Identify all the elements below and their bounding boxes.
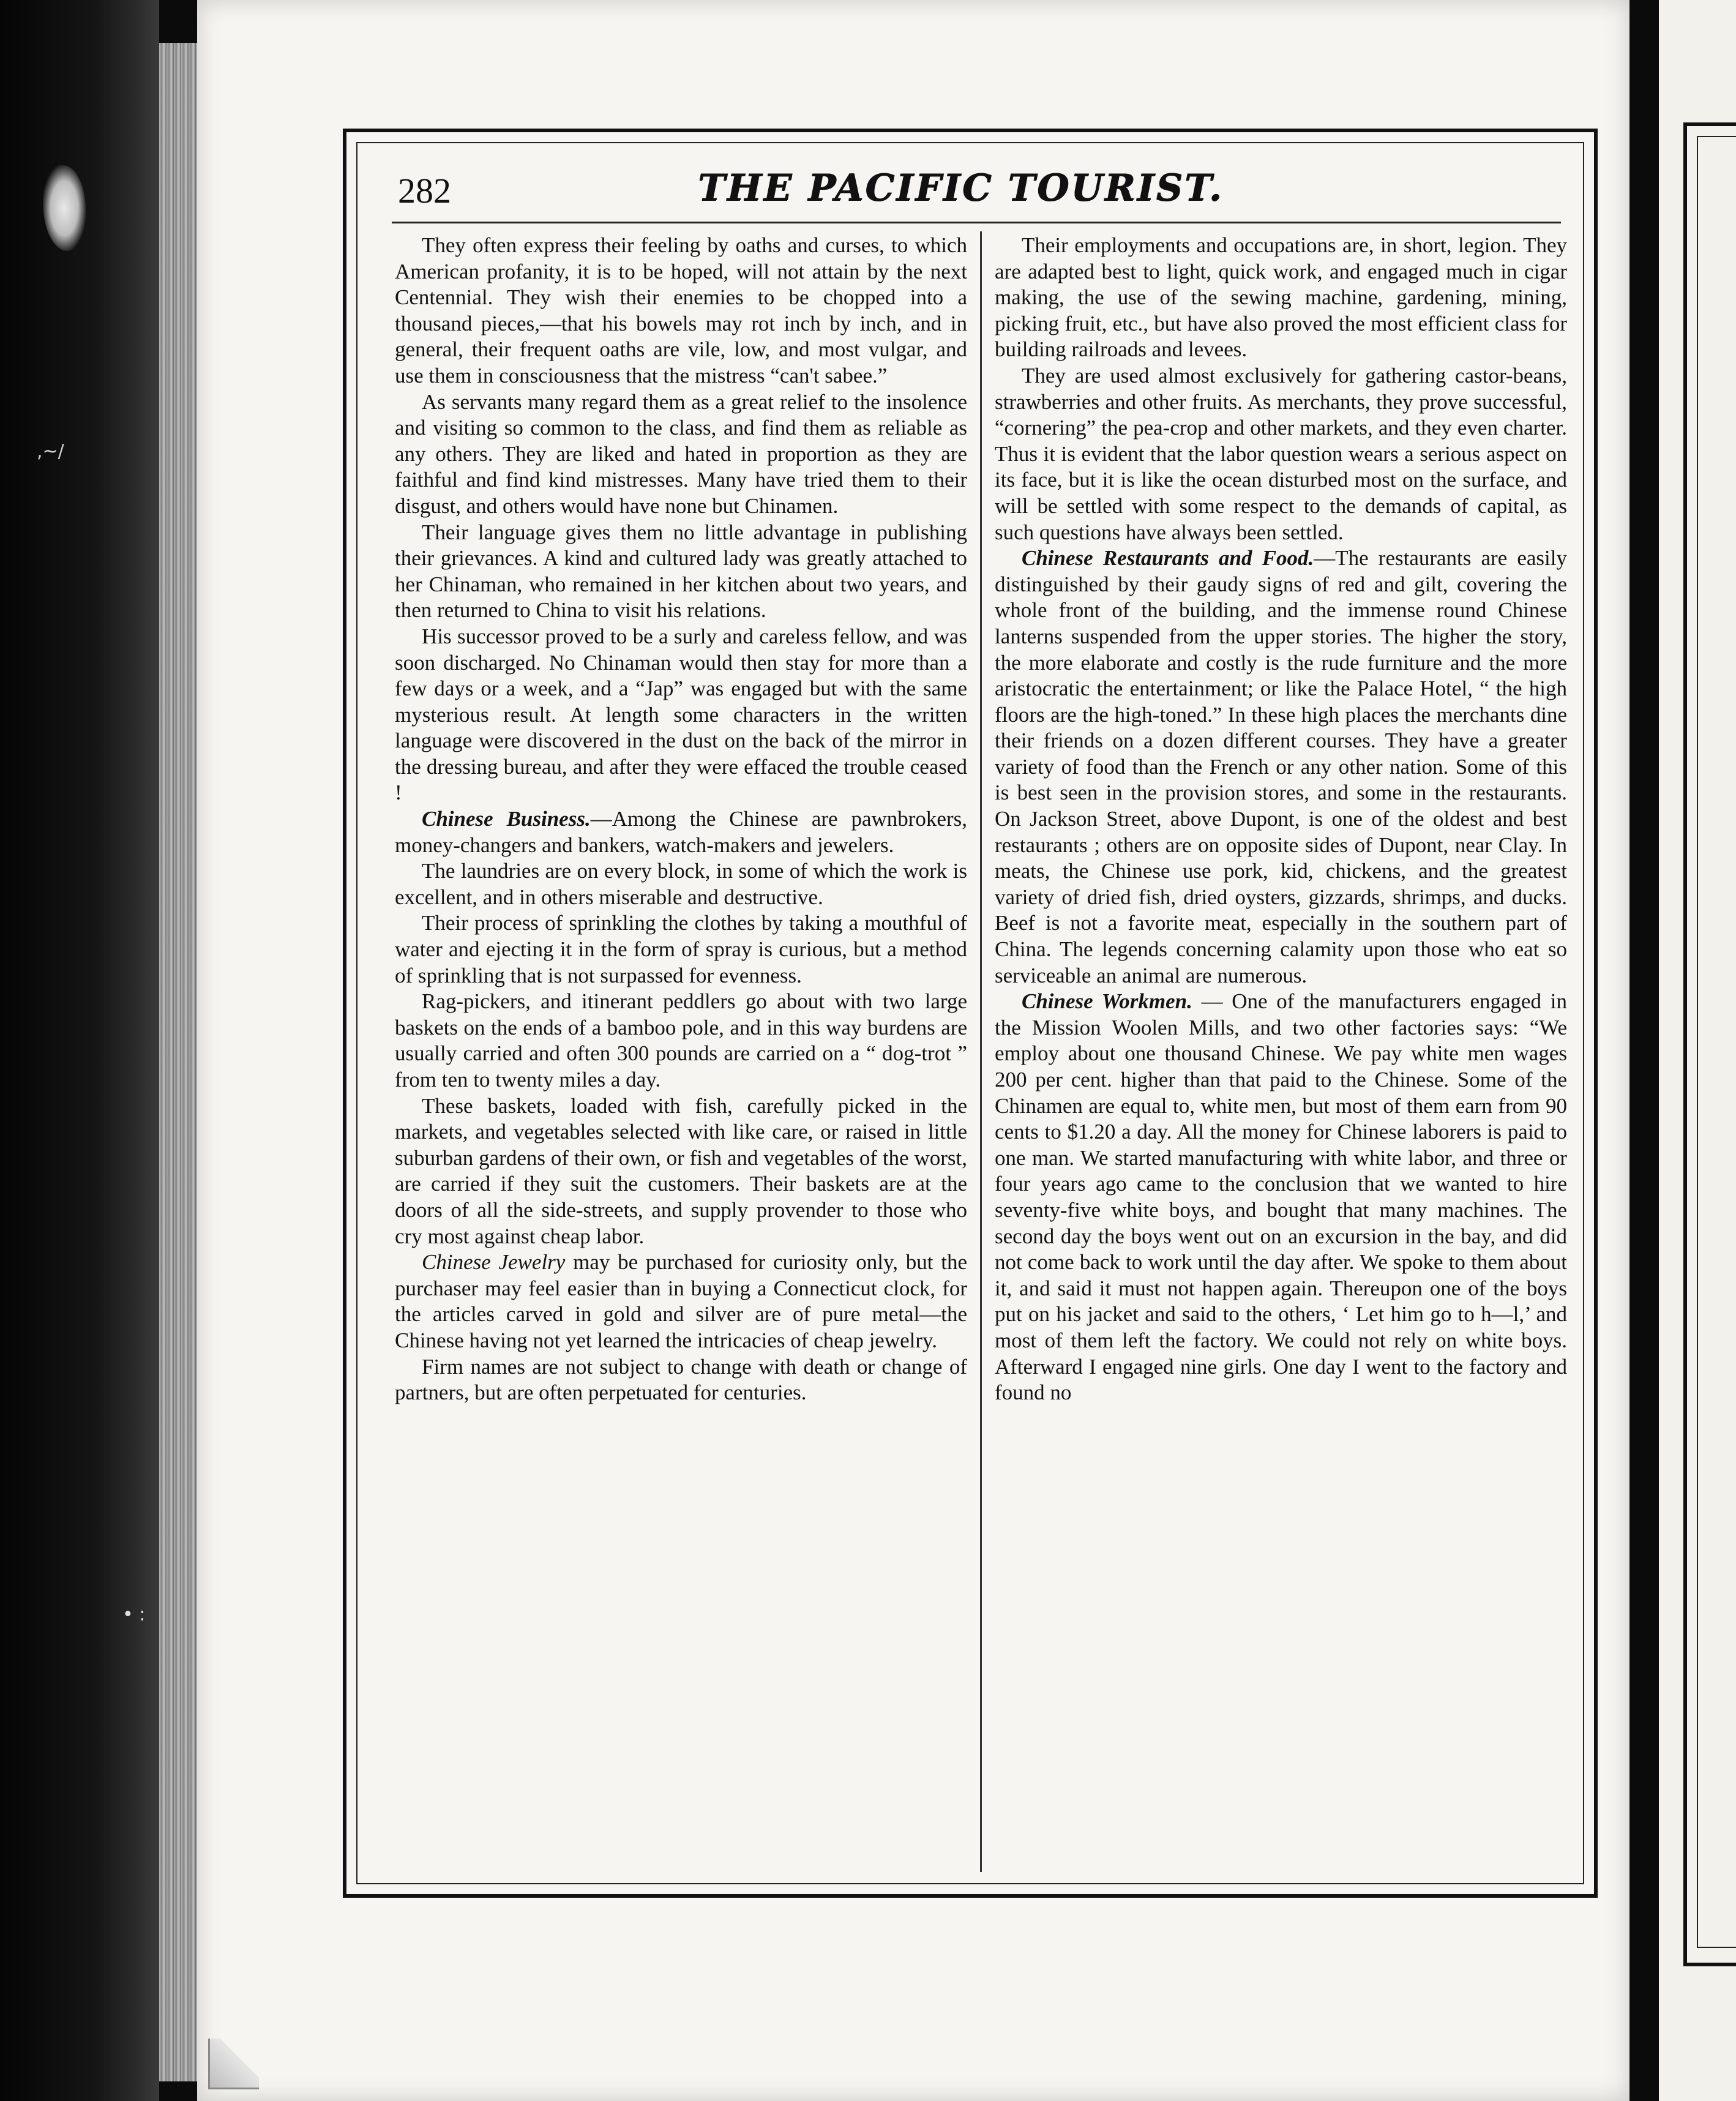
section-heading: Chinese Restaurants and Food. xyxy=(1022,546,1314,571)
book-binding xyxy=(0,0,159,2101)
paragraph: Rag-pickers, and itinerant peddlers go about with two large baskets on the ends of a bamboo pole, and in this way burdens are usually carried and often 300 pounds are carried on a “ dog-trot ” from ten to twenty miles a day. xyxy=(395,989,967,1092)
paragraph-text: may be purchased for curiosity only, but the purchaser may feel easier than in buying a Connecticut clock, for the articles carved in gold and silver are of pure metal—the Chinese having not yet learned the intricacies of cheap jewelry. xyxy=(395,1250,967,1352)
paragraph: They often express their feeling by oaths and curses, to which American profanity, it is to be hoped, will not attain by the next Centennial. They wish their enemies to be chopped into a thousand pieces,—that his bowels may rot inch by inch, and in general, their frequent oaths are vile, low, and most vulgar, and use them in consciousness that the mistress “can't sabee.” xyxy=(395,233,967,388)
adjacent-page-inner-frame xyxy=(1697,136,1736,1948)
page-number: 282 xyxy=(398,171,451,211)
left-column xyxy=(395,233,967,1406)
paragraph: Their language gives them no little advantage in publishing their grievances. A kind and cultured lady was greatly attached to her Chinaman, who remained in her kitchen about two years, and then returned to China to visit his relations. xyxy=(395,520,967,623)
section-heading: Chinese Business. xyxy=(422,807,591,831)
running-header xyxy=(392,167,1567,222)
page-edges xyxy=(159,43,197,2081)
paragraph: Their process of sprinkling the clothes by taking a mouthful of water and ejecting it in the form of spray is curious, but a method of sprinkling that is not surpassed for evenness. xyxy=(395,911,967,987)
paragraph: They are used almost exclusively for gathering castor-beans, strawberries and other fruits. As merchants, they prove successful, “cornering” the pea-crop and other markets, and they even charter. Thus it is evident that the labor question wears a serious aspect on its face, but it is like the ocean disturbed most on the surface, and will be settled with some respect to the demands of capital, as such questions have always been settled. xyxy=(995,363,1567,544)
paragraph xyxy=(395,1249,967,1354)
paragraph xyxy=(395,806,967,858)
column-divider xyxy=(980,231,982,1872)
paragraph: Their employments and occupations are, in short, legion. They are adapted best to light, quick work, and engaged much in cigar making, the use of the sewing machine, gardening, mining, picking fruit, etc., but have also proved the most efficient class for building railroads and levees. xyxy=(995,233,1567,362)
paragraph xyxy=(995,545,1567,989)
paragraph-text: — One of the manufacturers engaged in the Mission Woolen Mills, and two other factories says: “We employ about one thousand Chinese. We pay white men wages 200 per cent. higher than that paid to the Chinese. Some of the Chinamen are equal to, white men, but most of them earn from 90 cents to $1.20 a day. All the money for Chinese laborers is paid to one man. We started manufacturing with white labor, and three or four years ago came to the conclusion that we wanted to hire seventy-five white boys, and bought that many machines. The second day the boys went out on an excursion in the bay, and did not come back to work until the day after. We spoke to them about it, and said it must not happen again. Thereupon one of the boys put on his jacket and said to the others, ‘ Let him go to h—l,’ and most of them left the factory. We could not rely on white boys. Afterward I engaged nine girls. One day I went to the factory and found no xyxy=(995,989,1567,1405)
paragraph: His successor proved to be a surly and careless fellow, and was soon discharged. No Chinaman would then stay for more than a few days or a week, and a “Jap” was engaged but with the same mysterious result. At length some characters in the written language were discovered in the dust on the back of the mirror in the dressing bureau, and after they were effaced the trouble ceased ! xyxy=(395,624,967,805)
header-rule xyxy=(392,222,1561,223)
margin-dots: • : xyxy=(122,1604,146,1625)
paragraph: As servants many regard them as a great relief to the insolence and visiting so common to the class, and find them as reliable as any others. They are liked and hated in proportion as they are faithful and find kind mistresses. Many have tried them to their disgust, and others would have none but Chinamen. xyxy=(395,389,967,518)
paragraph xyxy=(995,989,1567,1406)
page-corner-fold xyxy=(208,2039,259,2089)
section-heading: Chinese Workmen. xyxy=(1022,989,1192,1014)
adjacent-page xyxy=(1653,0,1736,2101)
paragraph-text: —The restaurants are easily distinguished by their gaudy signs of red and gilt, covering the whole front of the building, and the immense round Chinese lanterns suspended from the upper stories. The higher the story, the more elaborate and costly is the rude furniture and the more aristocratic the entertainment; or like the Palace Hotel, “ the high floors are the high-toned.” In these high places the merchants dine their friends on a dozen different courses. They have a greater variety of food than the French or any other nation. Some of this is best seen in the provision stores, and some in the restaurants. On Jackson Street, above Dupont, is one of the oldest and best restaurants ; others are on opposite sides of Dupont, near Clay. In meats, the Chinese use pork, kid, chickens, and the greatest variety of dried fish, dried oysters, gizzards, shrimps, and ducks. Beef is not a favorite meat, especially in the southern part of China. The legends concerning calamity upon those who eat so serviceable an animal are numerous. xyxy=(995,546,1567,987)
paragraph: Firm names are not subject to change with death or change of partners, but are often perpetuated for centuries. xyxy=(395,1354,967,1405)
right-column xyxy=(995,233,1567,1406)
margin-mark: ,~/ xyxy=(37,441,64,462)
paragraph-text: —Among the Chinese are pawnbrokers, money-changers and bankers, watch-makers and jewelers. xyxy=(395,807,967,857)
paragraph: The laundries are on every block, in some of which the work is excellent, and in others miserable and destructive. xyxy=(395,859,967,909)
running-title: THE PACIFIC TOURIST. xyxy=(698,167,1224,209)
section-heading: Chinese Jewelry xyxy=(422,1250,566,1275)
paragraph: These baskets, loaded with fish, carefully picked in the markets, and vegetables selected with like care, or raised in little suburban gardens of their own, or fish and vegetables of the worst, are carried if they suit the customers. Their baskets are at the doors of all the side-streets, and supply provender to those who cry most against cheap labor. xyxy=(395,1093,967,1248)
